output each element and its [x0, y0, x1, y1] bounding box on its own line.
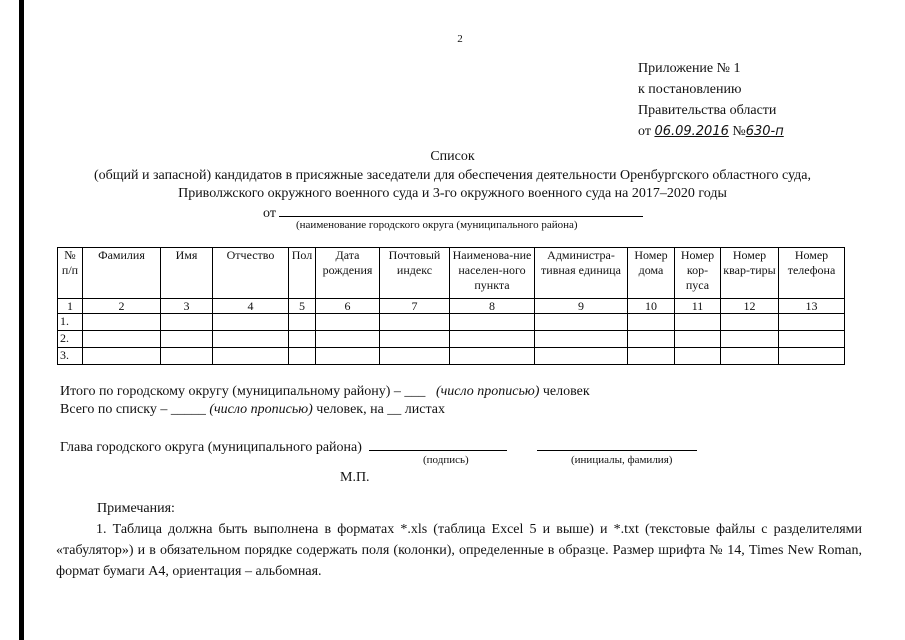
header-cell: Номер кор-пуса [675, 248, 721, 299]
doc-title: Список [430, 149, 475, 164]
header-cell: Дата рождения [316, 248, 380, 299]
signature-blank [369, 436, 507, 451]
empty-cell [450, 348, 535, 365]
column-number-cell: 1 [58, 299, 83, 314]
empty-cell [380, 314, 450, 331]
total-list-text: Всего по списку – _____ [60, 402, 206, 417]
empty-cell [83, 348, 161, 365]
empty-cell [779, 348, 845, 365]
header-cell: Номер дома [628, 248, 675, 299]
empty-cell [289, 314, 316, 331]
empty-cell [721, 331, 779, 348]
head-signature-label: Глава городского округа (муниципального района) [60, 440, 362, 455]
column-number-row [58, 299, 845, 314]
doc-subtitle-2: Приволжского окружного военного суда и 3-го окружного военного суда на 2017–2020 годы [178, 186, 727, 201]
appendix-line-1: Приложение № 1 [638, 61, 741, 76]
page-number: 2 [457, 33, 463, 45]
empty-cell [721, 348, 779, 365]
empty-cell [628, 348, 675, 365]
doc-subtitle-1: (общий и запасной) кандидатов в присяжные заседатели для обеспечения деятельности Оренбургского областного суда, [93, 168, 812, 183]
empty-cell [289, 348, 316, 365]
header-cell: Пол [289, 248, 316, 299]
name-caption: (инициалы, фамилия) [571, 454, 673, 466]
total-list-unit: человек, на __ листах [316, 402, 445, 417]
empty-cell [535, 348, 628, 365]
header-cell: Администра-тивная единица [535, 248, 628, 299]
empty-cell [675, 331, 721, 348]
row-number: 2. [58, 331, 83, 348]
municipality-caption: (наименование городского округа (муниципального района) [296, 219, 578, 231]
header-cell: Номер квар-тиры [721, 248, 779, 299]
empty-cell [779, 331, 845, 348]
name-blank [537, 436, 697, 451]
header-cell: Имя [161, 248, 213, 299]
header-cell: Почтовый индекс [380, 248, 450, 299]
empty-cell [450, 331, 535, 348]
note-item-1: 1. Таблица должна быть выполнена в форматах *.xls (таблица Excel 5 и выше) и *.txt (текстовые файлы с разделителями «табулятор») и в обязательном порядке содержать поля (колонки), определенные в образце. Размер шрифта № 14, Times New Roman, формат бумаги А4, ориентация – альбомная. [56, 522, 862, 579]
total-list-line [60, 402, 445, 418]
empty-cell [83, 314, 161, 331]
column-number-cell: 3 [161, 299, 213, 314]
signature-caption: (подпись) [423, 454, 469, 466]
empty-cell [675, 314, 721, 331]
empty-cell [161, 314, 213, 331]
candidates-table [57, 247, 845, 365]
from-label: от [263, 206, 276, 221]
total-municipality-line [60, 384, 590, 400]
municipality-blank [279, 202, 643, 217]
header-cell: Наименова-ние населен-ного пункта [450, 248, 535, 299]
empty-cell [450, 314, 535, 331]
empty-cell [535, 331, 628, 348]
empty-cell [213, 314, 289, 331]
column-number-cell: 6 [316, 299, 380, 314]
empty-cell [289, 331, 316, 348]
header-cell: Отчество [213, 248, 289, 299]
column-number-cell: 8 [450, 299, 535, 314]
column-number-cell: 7 [380, 299, 450, 314]
table-row [58, 348, 845, 365]
column-number-cell: 2 [83, 299, 161, 314]
stamp-place: М.П. [340, 470, 370, 485]
empty-cell [316, 314, 380, 331]
total-list-hint: (число прописью) [209, 402, 313, 417]
empty-cell [213, 348, 289, 365]
empty-cell [779, 314, 845, 331]
handwritten-date: 06.09.2016 [654, 124, 729, 139]
empty-cell [380, 348, 450, 365]
total-municipality-text: Итого по городскому округу (муниципальному району) – ___ [60, 384, 426, 399]
header-cell: № п/п [58, 248, 83, 299]
total-municipality-unit: человек [542, 384, 590, 399]
column-number-cell: 9 [535, 299, 628, 314]
empty-cell [316, 331, 380, 348]
number-prefix: № [732, 124, 746, 139]
empty-cell [161, 331, 213, 348]
empty-cell [628, 331, 675, 348]
empty-cell [83, 331, 161, 348]
table-header-row [58, 248, 845, 299]
appendix-line-3: Правительства области [638, 103, 777, 118]
head-signature-line [60, 436, 697, 456]
total-municipality-hint: (число прописью) [435, 384, 540, 399]
appendix-block [638, 58, 784, 142]
appendix-date-line [638, 121, 784, 142]
appendix-line-2: к постановлению [638, 82, 742, 97]
header-cell: Фамилия [83, 248, 161, 299]
column-number-cell: 5 [289, 299, 316, 314]
table-row [58, 314, 845, 331]
header-cell: Номер телефона [779, 248, 845, 299]
date-prefix: от [638, 124, 651, 139]
empty-cell [675, 348, 721, 365]
empty-cell [161, 348, 213, 365]
column-number-cell: 4 [213, 299, 289, 314]
empty-cell [628, 314, 675, 331]
table-row [58, 331, 845, 348]
notes-heading: Примечания: [97, 501, 175, 516]
empty-cell [316, 348, 380, 365]
column-number-cell: 13 [779, 299, 845, 314]
handwritten-number: 630-п [745, 124, 784, 139]
empty-cell [535, 314, 628, 331]
row-number: 1. [58, 314, 83, 331]
empty-cell [721, 314, 779, 331]
column-number-cell: 11 [675, 299, 721, 314]
scan-margin-bar [19, 0, 24, 640]
empty-cell [213, 331, 289, 348]
column-number-cell: 10 [628, 299, 675, 314]
empty-cell [380, 331, 450, 348]
column-number-cell: 12 [721, 299, 779, 314]
row-number: 3. [58, 348, 83, 365]
